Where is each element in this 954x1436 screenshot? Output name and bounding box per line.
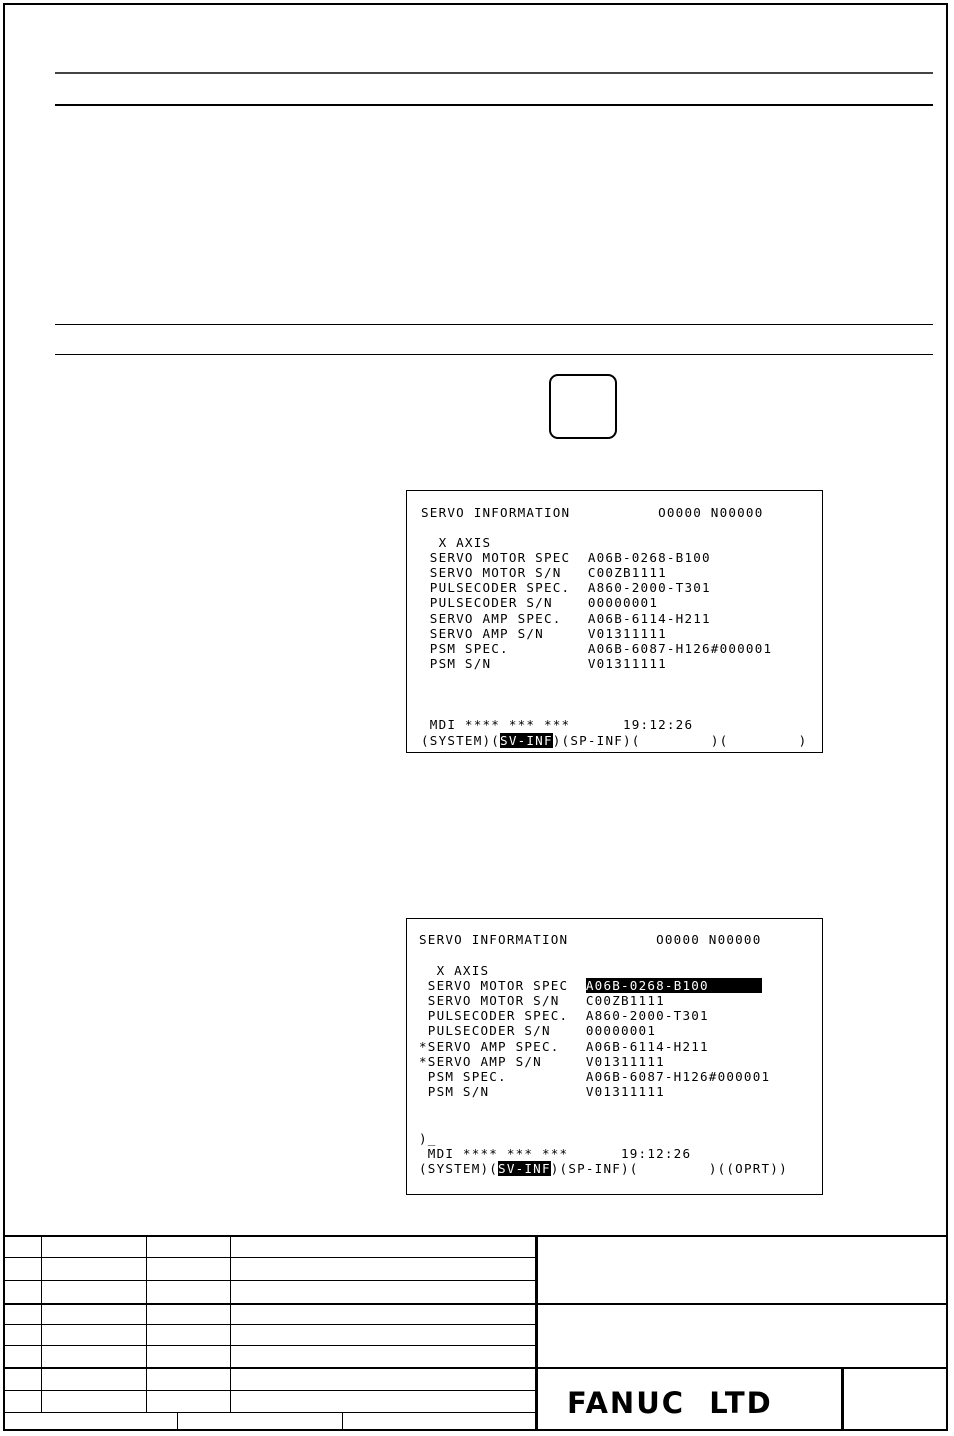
screen1-status-line: MDI **** *** *** 19:12:26 (421, 717, 694, 732)
screen1-row-amp-spec: SERVO AMP SPEC. A06B-6114-H211 (421, 611, 711, 626)
tb-col (342, 1412, 343, 1431)
softkey-rest[interactable]: )(SP-INF)( )( ) (552, 733, 808, 748)
tb-rule (3, 1257, 536, 1258)
screen1-row-pulsecoder-sn: PULSECODER S/N 00000001 (421, 595, 659, 610)
softkey-sv-inf-active[interactable]: SV-INF (500, 733, 553, 748)
screen2-row-pulsecoder-sn: PULSECODER S/N 00000001 (419, 1023, 657, 1038)
screen2-input-line[interactable]: )_ (419, 1131, 437, 1146)
tb-rule (3, 1367, 948, 1369)
tb-rule (3, 1280, 536, 1281)
screen2-status-line: MDI **** *** *** 19:12:26 (419, 1146, 692, 1161)
screen1-row-psm-spec: PSM SPEC. A06B-6087-H126#000001 (421, 641, 773, 656)
tb-rule-top (3, 1235, 948, 1237)
screen2-softkey-bar[interactable] (419, 1161, 788, 1176)
softkey-system-open[interactable]: (SYSTEM)( (419, 1161, 499, 1176)
screen2-row-amp-sn: *SERVO AMP S/N V01311111 (419, 1054, 665, 1069)
tb-col (841, 1367, 844, 1431)
screen2-row-amp-spec: *SERVO AMP SPEC. A06B-6114-H211 (419, 1039, 709, 1054)
tb-rule (3, 1303, 948, 1305)
tb-rule (3, 1345, 536, 1346)
screen2-row-psm-sn: PSM S/N V01311111 (419, 1084, 665, 1099)
screen2-row-psm-spec: PSM SPEC. A06B-6087-H126#000001 (419, 1069, 771, 1084)
screen1-row-motor-spec: SERVO MOTOR SPEC A06B-0268-B100 (421, 550, 711, 565)
motor-spec-cursor-value[interactable]: A06B-0268-B100 (585, 978, 762, 993)
tb-col (230, 1235, 231, 1412)
screen2-row-pulsecoder-spec: PULSECODER SPEC. A860-2000-T301 (419, 1008, 709, 1023)
title-block (3, 1235, 948, 1431)
header-rule-top (55, 72, 933, 74)
screen1-row-pulsecoder-spec: PULSECODER SPEC. A860-2000-T301 (421, 580, 711, 595)
company-logo: FANUC LTD (567, 1386, 773, 1420)
softkey-rest-oprt[interactable]: )(SP-INF)( )((OPRT)) (550, 1161, 788, 1176)
header-rule-bottom (55, 104, 933, 106)
tb-rule (3, 1412, 536, 1413)
servo-info-screen-2 (406, 918, 823, 1195)
tb-col (177, 1412, 178, 1431)
screen1-softkey-bar[interactable] (421, 733, 807, 748)
tb-rule (3, 1324, 536, 1325)
screen2-title: SERVO INFORMATION O0000 N00000 (419, 932, 762, 947)
screen2-row-motor-spec[interactable] (419, 978, 762, 993)
function-key-symbol (549, 374, 617, 439)
tb-rule (3, 1390, 536, 1391)
screen1-row-psm-sn: PSM S/N V01311111 (421, 656, 667, 671)
section-rule-2 (55, 354, 933, 355)
motor-spec-label: SERVO MOTOR SPEC (419, 978, 586, 993)
section-rule-1 (55, 324, 933, 325)
servo-info-screen-1 (406, 490, 823, 753)
tb-col (41, 1235, 42, 1412)
screen2-axis: X AXIS (419, 963, 490, 978)
screen2-row-motor-sn: SERVO MOTOR S/N C00ZB1111 (419, 993, 665, 1008)
screen1-row-motor-sn: SERVO MOTOR S/N C00ZB1111 (421, 565, 667, 580)
softkey-system-open[interactable]: (SYSTEM)( (421, 733, 501, 748)
softkey-sv-inf-active[interactable]: SV-INF (498, 1161, 551, 1176)
screen1-axis: X AXIS (421, 535, 492, 550)
screen1-title: SERVO INFORMATION O0000 N00000 (421, 505, 764, 520)
screen1-row-amp-sn: SERVO AMP S/N V01311111 (421, 626, 667, 641)
tb-col (146, 1235, 147, 1412)
tb-divider (535, 1235, 538, 1431)
